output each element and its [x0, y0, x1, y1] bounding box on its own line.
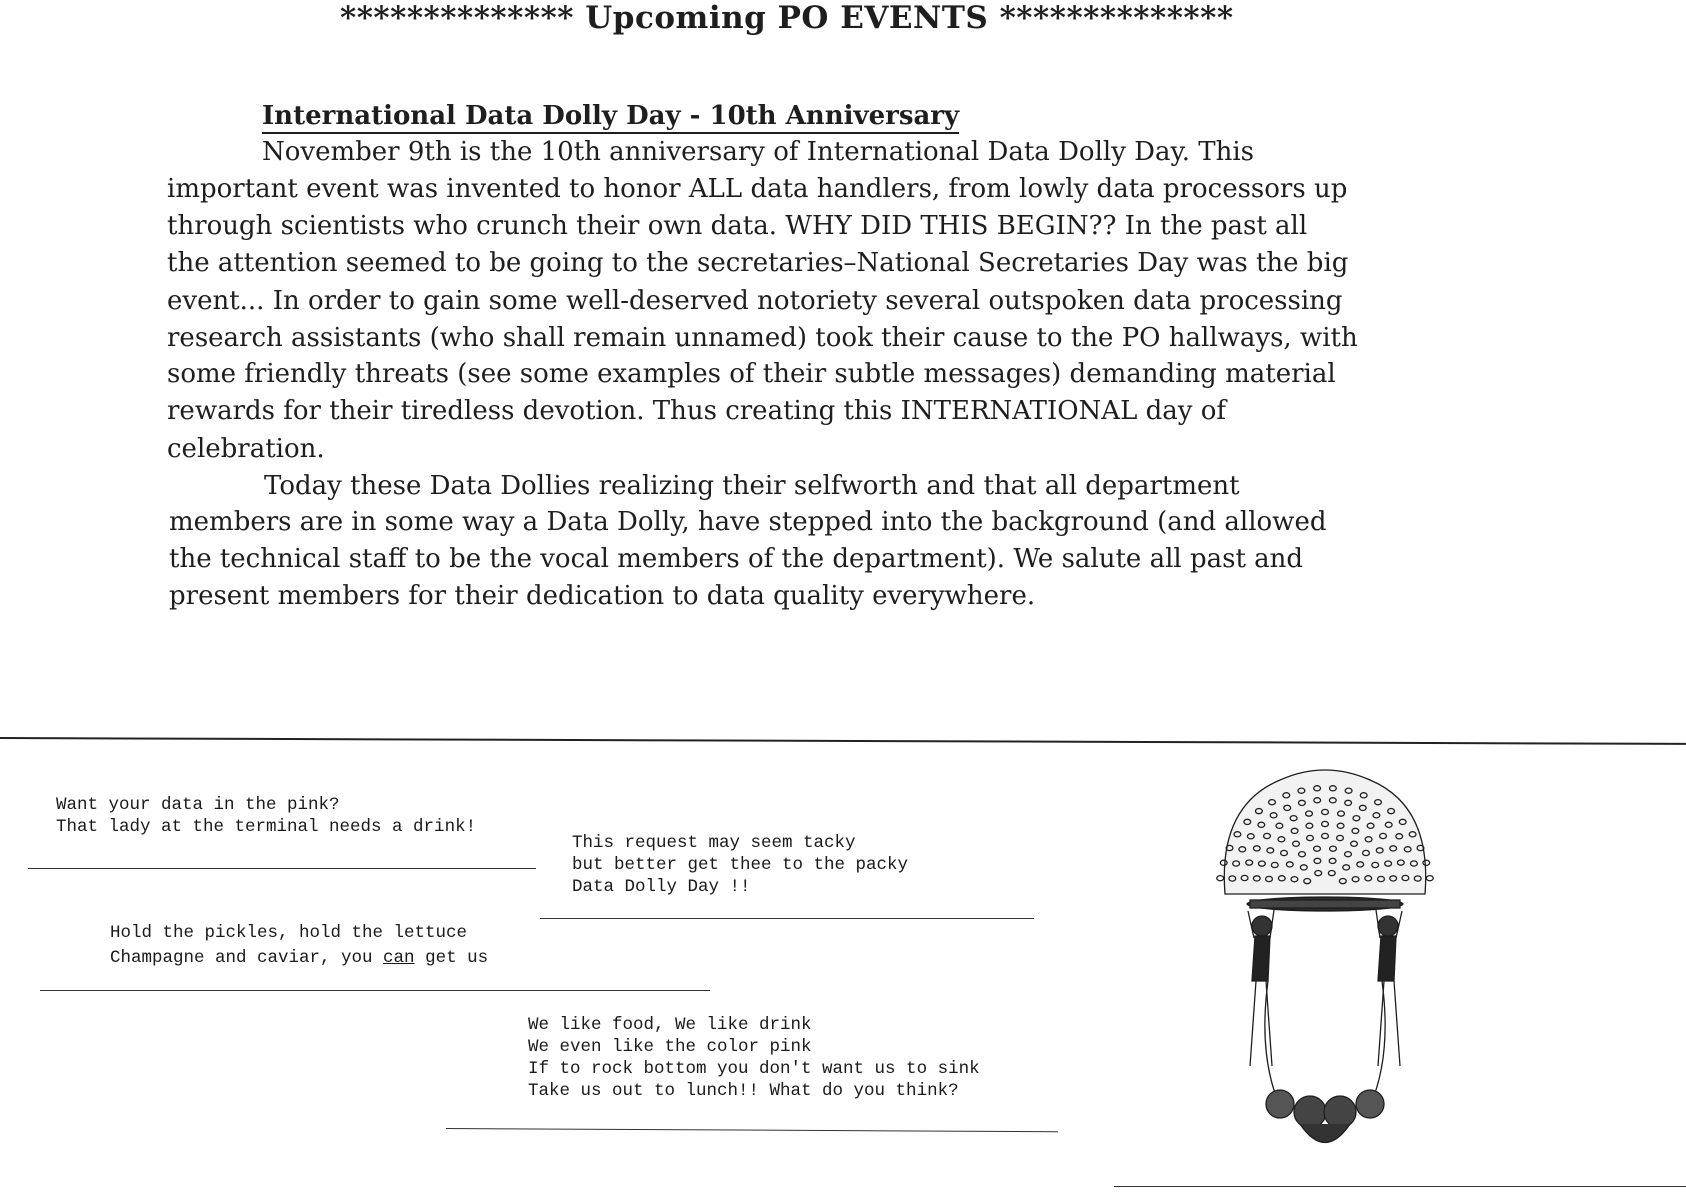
message-text: get us — [414, 948, 489, 968]
feather-eye — [1426, 876, 1433, 881]
message-slip — [56, 794, 556, 866]
message-line: We even like the color pink — [528, 1037, 812, 1057]
message-line — [110, 947, 710, 969]
article-text-line: the technical staff to be the vocal members of the department). We salute all past and — [169, 544, 1304, 574]
message-line: Want your data in the pink? — [56, 795, 340, 815]
peacock-atlantes-illustration — [1210, 766, 1440, 1166]
article-heading: International Data Dolly Day - 10th Anniversary — [262, 100, 959, 134]
article-text-line: members are in some way a Data Dolly, have stepped into the background (and allowed — [169, 507, 1327, 537]
message-text: Champagne and caviar, you — [110, 948, 384, 968]
message-line: We like food, We like drink — [528, 1015, 812, 1035]
article-text-line: some friendly threats (see some examples of their subtle messages) demanding material — [167, 359, 1336, 389]
message-line: This request may seem tacky — [572, 833, 856, 853]
feather-eye — [1217, 876, 1224, 881]
article-text-line: rewards for their tiredless devotion. Thus creating this INTERNATIONAL day of — [167, 396, 1226, 426]
section-divider — [0, 737, 1686, 745]
article-text-line: research assistants (who shall remain unnamed) took their cause to the PO hallways, with — [167, 323, 1358, 353]
message-line: but better get thee to the packy — [572, 855, 909, 875]
slip-edge — [446, 1128, 1058, 1132]
message-slip — [572, 832, 1012, 912]
message-slip — [110, 922, 710, 984]
message-line: Take us out to lunch!! What do you think? — [528, 1081, 959, 1101]
article-text-line: the attention seemed to be going to the secretaries–National Secretaries Day was the big — [167, 248, 1349, 278]
slip-edge — [40, 990, 710, 991]
article-text-line: Today these Data Dollies realizing their selfworth and that all department — [264, 471, 1240, 501]
article-text-line: important event was invented to honor ALL data handlers, from lowly data processors up — [167, 174, 1348, 204]
message-line: If to rock bottom you don't want us to sink — [528, 1059, 980, 1079]
message-line: Hold the pickles, hold the lettuce — [110, 923, 468, 943]
slip-edge — [1114, 1186, 1686, 1187]
article-text-line: through scientists who crunch their own data. WHY DID THIS BEGIN?? In the past all — [167, 211, 1308, 241]
slip-edge — [28, 868, 536, 869]
article-text-line: present members for their dedication to data quality everywhere. — [169, 581, 1036, 611]
page-title: ************** Upcoming PO EVENTS ************** — [340, 0, 1234, 36]
article-text-line: November 9th is the 10th anniversary of International Data Dolly Day. This — [262, 137, 1255, 167]
slip-edge — [540, 918, 1034, 919]
message-slip — [528, 1014, 1048, 1110]
message-line: That lady at the terminal needs a drink! — [56, 817, 477, 837]
message-line: Data Dolly Day !! — [572, 877, 751, 897]
article-text-line: event... In order to gain some well-deserved notoriety several outspoken data processing — [167, 286, 1343, 316]
article-text-line: celebration. — [167, 434, 325, 464]
underlined-word: can — [383, 948, 415, 968]
